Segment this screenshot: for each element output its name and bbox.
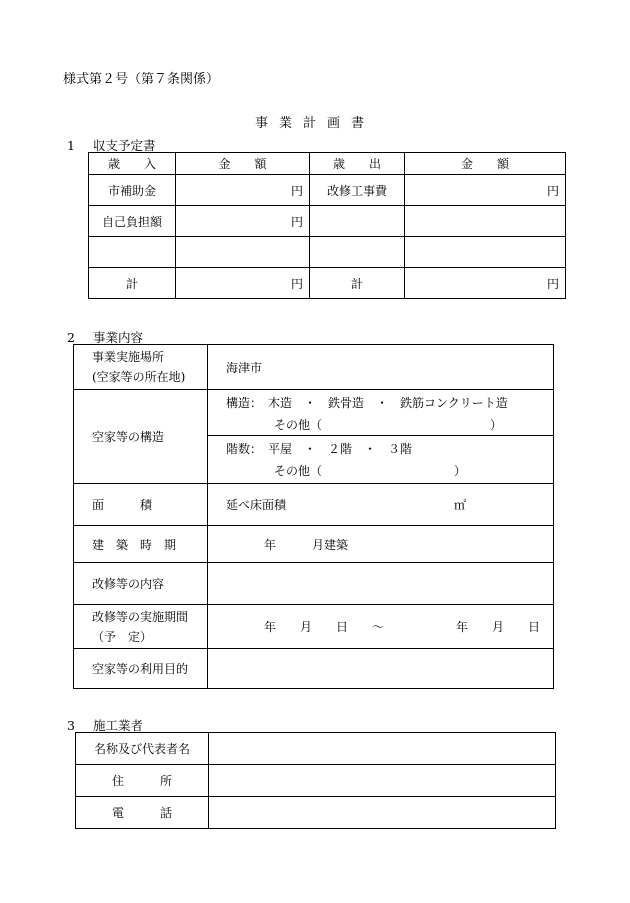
expense-total-label: 計 — [310, 268, 405, 299]
floors-cell — [208, 436, 553, 483]
purpose-label: 空家等の利用目的 — [74, 649, 208, 689]
period-label-line1: 改修等の実施期間 — [92, 609, 189, 624]
contractor-address-value[interactable] — [209, 765, 556, 797]
contractor-name-label: 名称及び代表者名 — [76, 733, 209, 765]
income-amount[interactable]: 円 — [176, 206, 310, 237]
section3-number: 3 — [67, 718, 75, 733]
project-table — [73, 344, 554, 689]
budget-row — [89, 237, 566, 268]
income-label[interactable] — [89, 237, 176, 268]
location-label-line2: (空家等の所在地) — [92, 370, 186, 384]
built-value[interactable]: 年 月建築 — [208, 526, 554, 563]
built-row — [74, 526, 554, 563]
location-row — [74, 345, 554, 390]
budget-row — [89, 206, 566, 237]
section1-title: 収支予定書 — [93, 138, 156, 153]
structure-options — [208, 390, 554, 484]
floors-line[interactable]: 階数： 平屋 ・ ２階 ・ ３階 — [226, 442, 413, 456]
section3-title: 施工業者 — [93, 718, 144, 733]
contractor-row — [76, 765, 556, 797]
contractor-phone-label: 電 話 — [76, 797, 209, 829]
expense-amount[interactable]: 円 — [405, 175, 566, 206]
document-title: 事業計画書 — [254, 116, 375, 131]
income-label: 自己負担額 — [89, 206, 176, 237]
area-value[interactable] — [208, 484, 554, 526]
header-expense: 歳 出 — [310, 153, 405, 175]
budget-row — [89, 175, 566, 206]
expense-total-amount[interactable]: 円 — [405, 268, 566, 299]
purpose-value[interactable] — [208, 649, 554, 689]
content-label: 改修等の内容 — [74, 563, 208, 605]
area-row — [74, 484, 554, 526]
contractor-phone-value[interactable] — [209, 797, 556, 829]
section1-number: 1 — [67, 138, 75, 153]
budget-table — [88, 152, 566, 299]
structure-type-line[interactable]: 構造： 木造 ・ 鉄骨造 ・ 鉄筋コンクリート造 — [226, 396, 508, 410]
area-label: 面 積 — [74, 484, 208, 526]
expense-amount[interactable] — [405, 237, 566, 268]
section2-number: 2 — [67, 330, 75, 345]
period-label-line2: （予 定） — [92, 629, 153, 644]
purpose-row — [74, 649, 554, 689]
period-row — [74, 605, 554, 649]
area-value-label: 延べ床面積 — [226, 498, 287, 512]
section2-title: 事業内容 — [93, 330, 144, 345]
built-label: 建 築 時 期 — [74, 526, 208, 563]
structure-row — [74, 390, 554, 484]
structure-type-cell — [208, 390, 553, 436]
period-value[interactable]: 年 月 日 ～ 年 月 日 — [208, 605, 554, 649]
expense-label[interactable] — [310, 237, 405, 268]
location-value[interactable]: 海津市 — [208, 345, 554, 390]
area-unit: ㎡ — [454, 498, 467, 512]
income-total-amount[interactable]: 円 — [176, 268, 310, 299]
location-label-line1: 事業実施場所 — [92, 350, 165, 364]
contractor-table — [75, 732, 556, 829]
structure-label: 空家等の構造 — [74, 390, 208, 484]
header-income-amount: 金 額 — [176, 153, 310, 175]
expense-label[interactable] — [310, 206, 405, 237]
content-value[interactable] — [208, 563, 554, 605]
contractor-address-label: 住 所 — [76, 765, 209, 797]
income-amount[interactable]: 円 — [176, 175, 310, 206]
form-id: 様式第２号（第７条関係） — [63, 72, 220, 87]
contractor-row — [76, 797, 556, 829]
income-amount[interactable] — [176, 237, 310, 268]
budget-total-row — [89, 268, 566, 299]
budget-header-row — [89, 153, 566, 175]
structure-other-line[interactable]: その他（ ） — [274, 418, 503, 432]
content-row — [74, 563, 554, 605]
expense-amount[interactable] — [405, 206, 566, 237]
contractor-name-value[interactable] — [209, 733, 556, 765]
header-expense-amount: 金 額 — [405, 153, 566, 175]
income-total-label: 計 — [89, 268, 176, 299]
expense-label: 改修工事費 — [310, 175, 405, 206]
period-label — [74, 605, 208, 649]
header-income: 歳 入 — [89, 153, 176, 175]
floors-other-line[interactable]: その他（ ） — [274, 464, 467, 478]
contractor-row — [76, 733, 556, 765]
location-label — [74, 345, 208, 390]
income-label: 市補助金 — [89, 175, 176, 206]
